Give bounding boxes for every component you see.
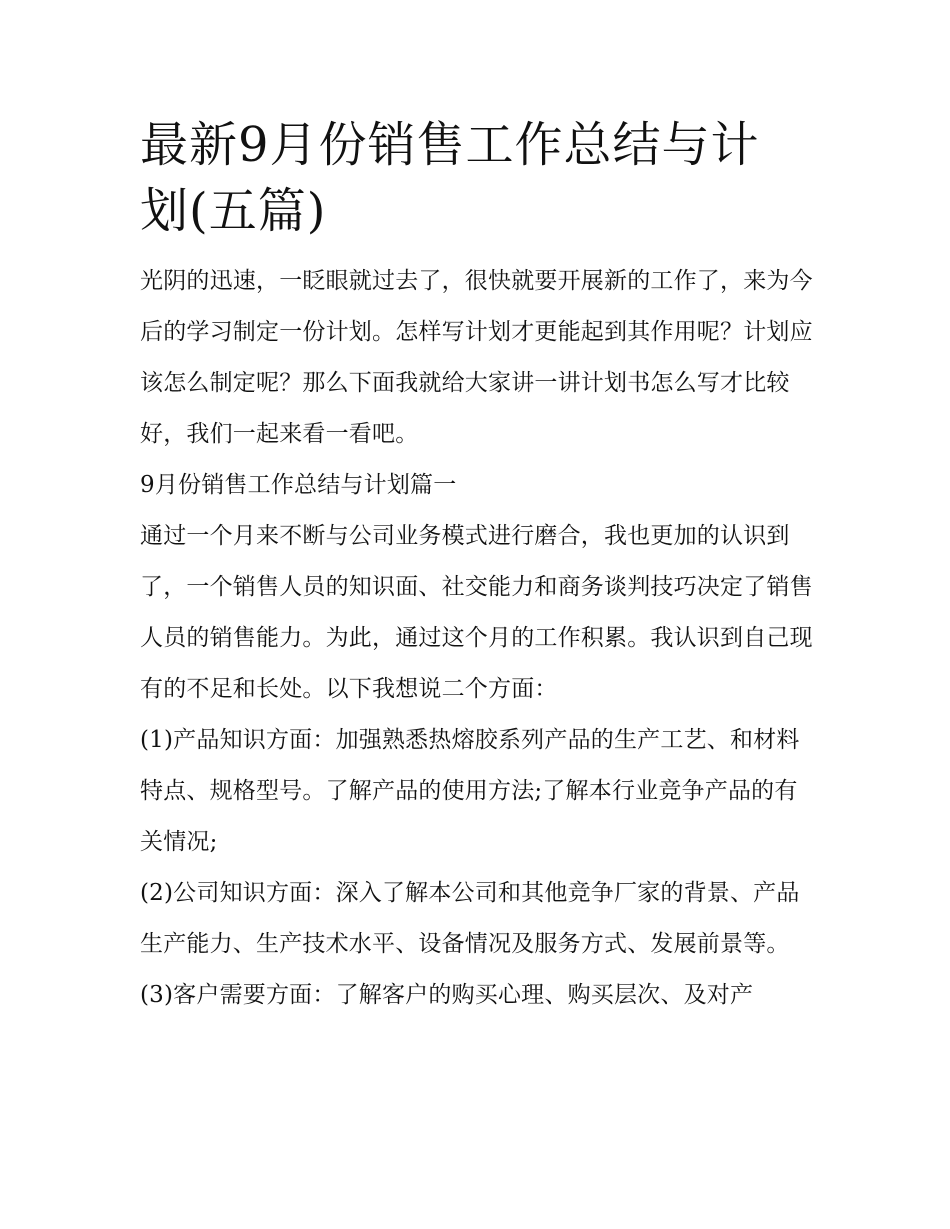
- document-title-line-2: 划(五篇): [140, 183, 327, 239]
- section-heading: 9月份销售工作总结与计划篇一: [140, 472, 457, 498]
- list-item-customer-needs: (3)客户需要方面：了解客户的购买心理、购买层次、及对产: [140, 982, 754, 1008]
- document-body: [140, 112, 820, 1021]
- title-block: [140, 112, 820, 256]
- document-title-line-1: 最新9月份销售工作总结与计: [140, 117, 760, 173]
- intro-paragraph: 光阴的迅速，一眨眼就过去了，很快就要开展新的工作了，来为今后的学习制定一份计划。怎样写计划才更能起到其作用呢？计划应该怎么制定呢？那么下面我就给大家讲一讲计划书怎么写才比较好，我们一起来看一看吧。: [140, 268, 813, 447]
- document-title: [140, 112, 820, 244]
- body-paragraph: 通过一个月来不断与公司业务模式进行磨合，我也更加的认识到了，一个销售人员的知识面、社交能力和商务谈判技巧决定了销售人员的销售能力。为此，通过这个月的工作积累。我认识到自己现有的不足和长处。以下我想说二个方面：: [140, 523, 813, 702]
- list-item-company-knowledge: (2)公司知识方面：深入了解本公司和其他竞争厂家的背景、产品生产能力、生产技术水平、设备情况及服务方式、发展前景等。: [140, 880, 800, 957]
- list-item-product-knowledge: (1)产品知识方面：加强熟悉热熔胶系列产品的生产工艺、和材料特点、规格型号。了解产品的使用方法;了解本行业竞争产品的有关情况;: [140, 727, 800, 855]
